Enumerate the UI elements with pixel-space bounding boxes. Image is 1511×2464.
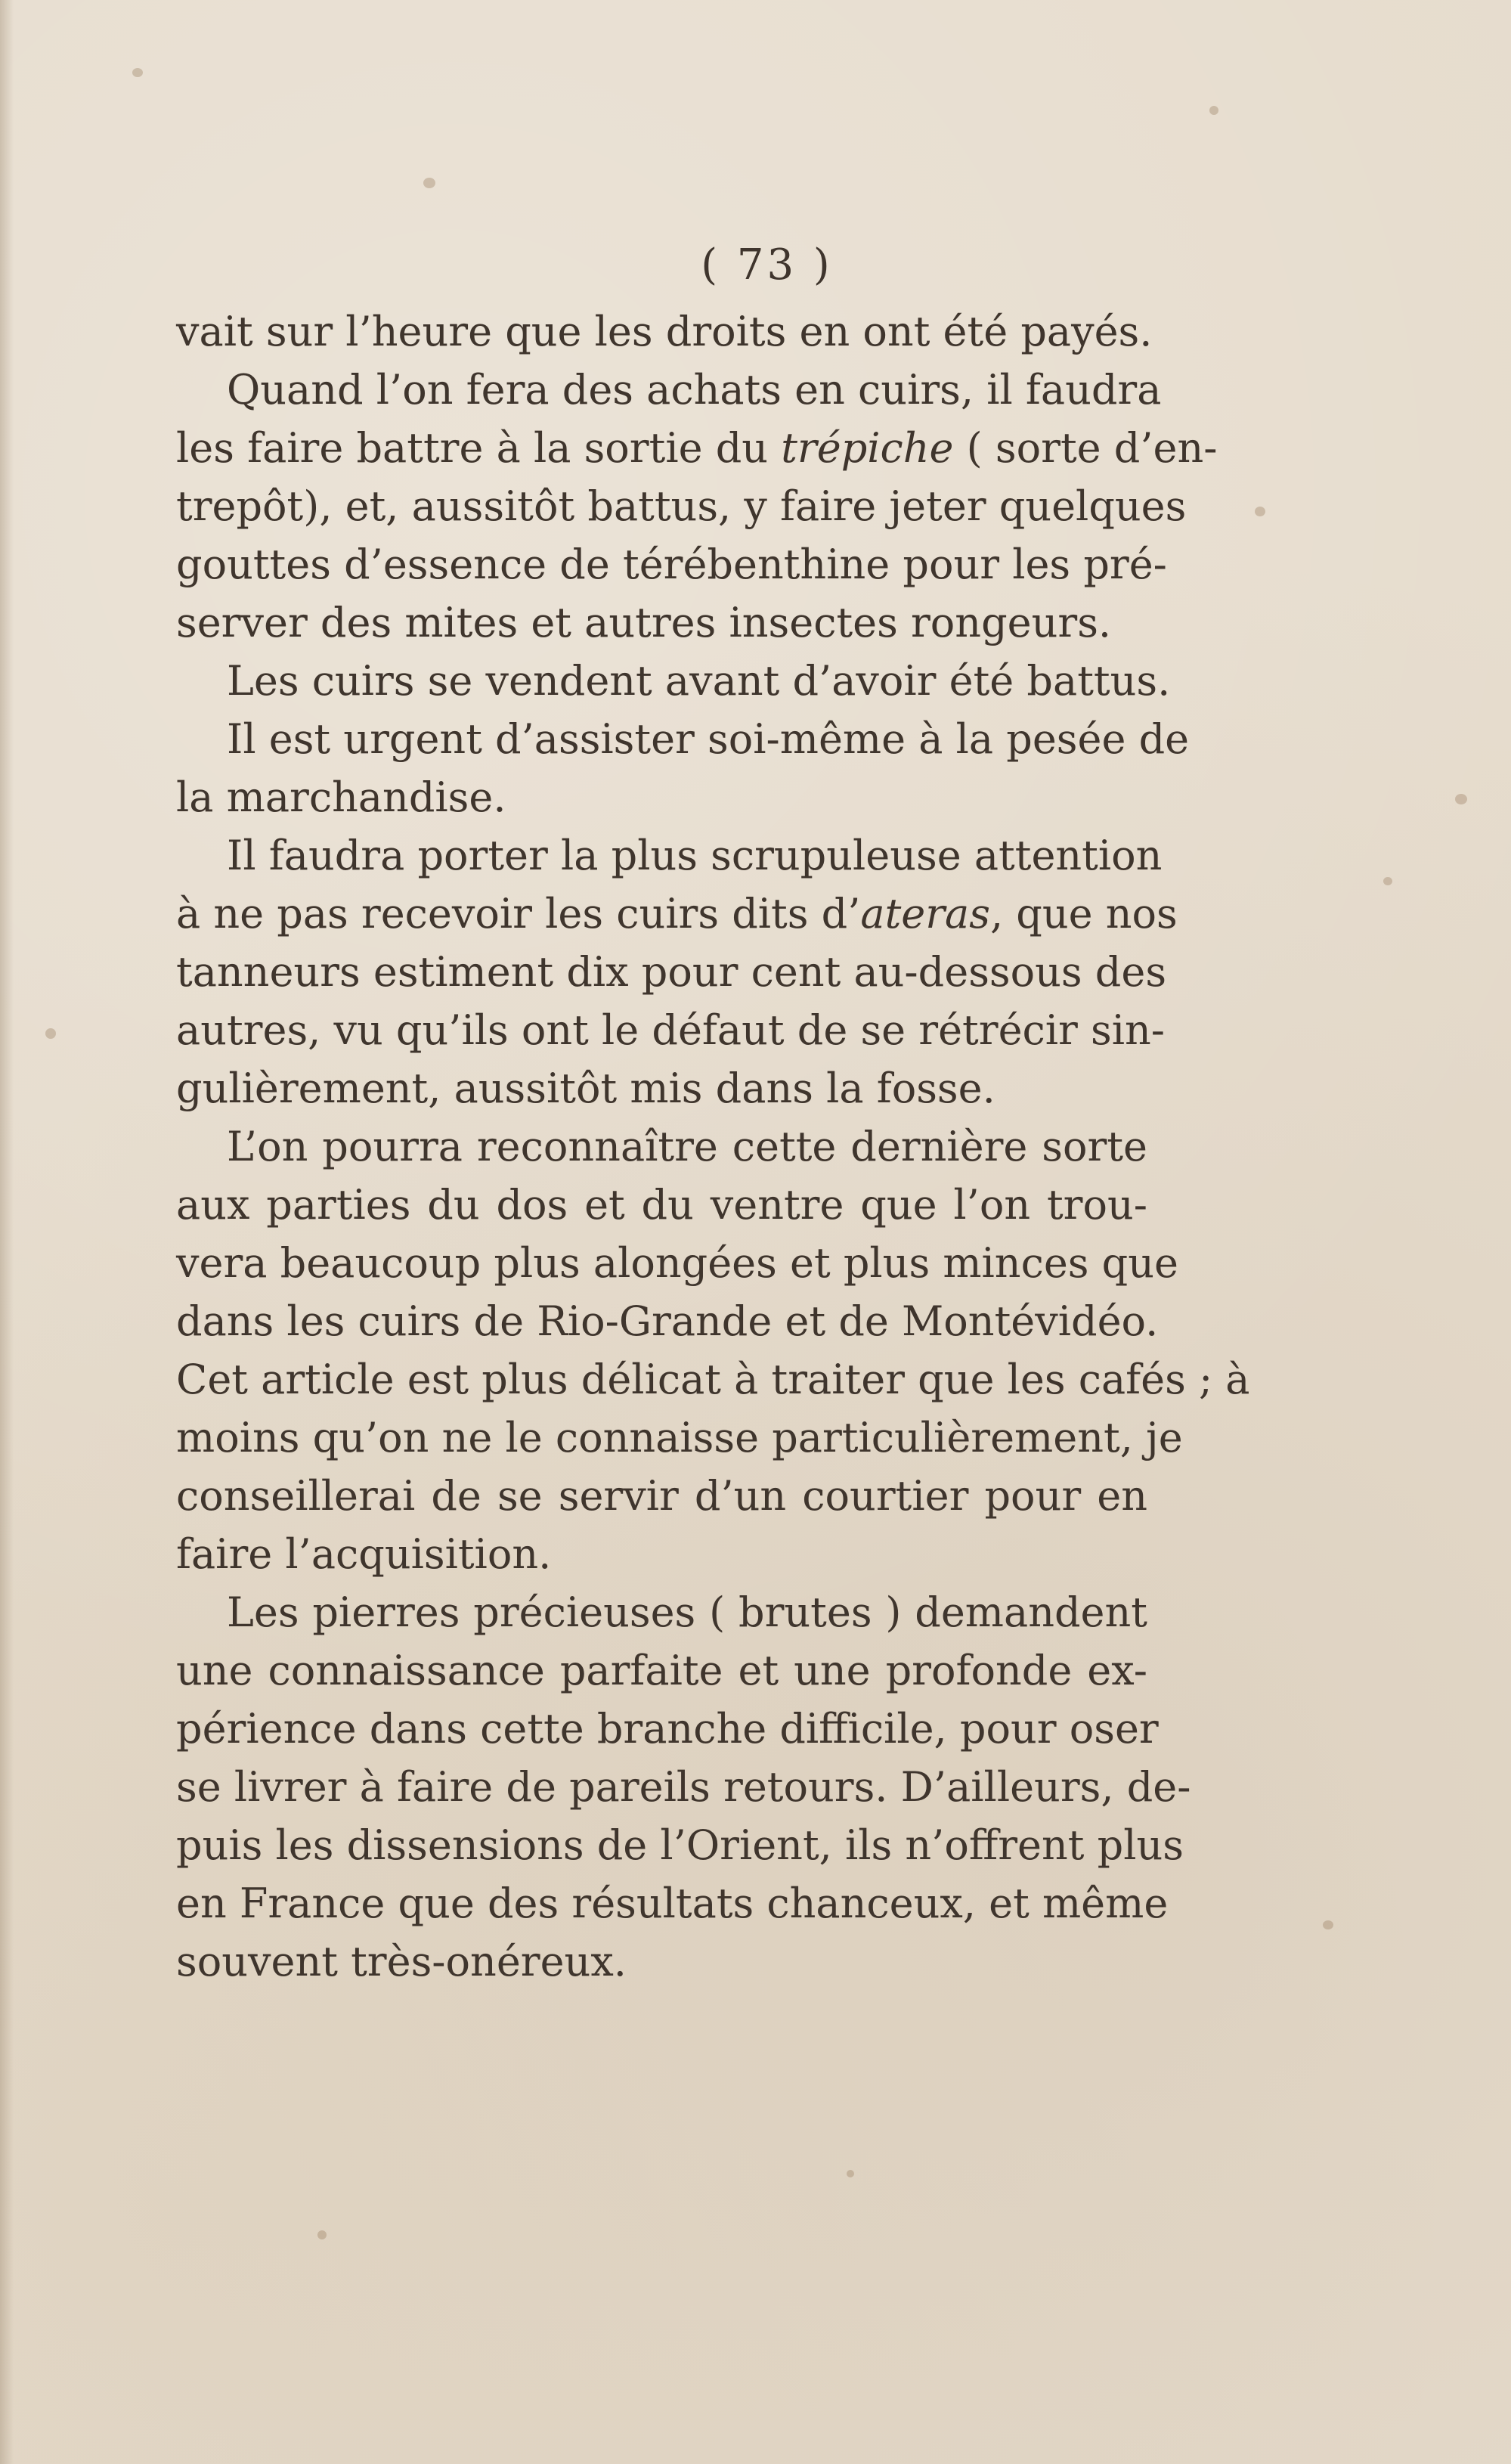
foxing-spot bbox=[1455, 794, 1467, 804]
text-line: souvent très-onéreux. bbox=[176, 1938, 627, 1985]
text-line: en France que des résultats chanceux, et même bbox=[176, 1880, 1169, 1927]
text-fragment: ( sorte d’en- bbox=[953, 424, 1218, 472]
text-line bbox=[176, 885, 1178, 943]
text-line: une connaissance parfaite et une profonde ex- bbox=[176, 1647, 1147, 1694]
text-line: gulièrement, aussitôt mis dans la fosse. bbox=[176, 1065, 995, 1112]
foxing-spot bbox=[317, 2230, 327, 2239]
foxing-spot bbox=[45, 1028, 56, 1039]
text-line: tanneurs estiment dix pour cent au-dessous des bbox=[176, 948, 1167, 996]
text-line: server des mites et autres insectes rongeurs. bbox=[176, 599, 1112, 646]
text-fragment: à ne pas recevoir les cuirs dits d’ bbox=[176, 890, 861, 938]
italic-term: ateras bbox=[860, 890, 990, 938]
foxing-spot bbox=[1383, 877, 1392, 885]
foxing-spot bbox=[423, 178, 435, 188]
text-line: vait sur l’heure que les droits en ont été payés. bbox=[176, 308, 1153, 355]
text-line: faire l’acquisition. bbox=[176, 1530, 552, 1578]
foxing-spot bbox=[1209, 106, 1218, 115]
text-line: aux parties du dos et du ventre que l’on trou- bbox=[176, 1181, 1147, 1229]
text-line: Quand l’on fera des achats en cuirs, il faudra bbox=[227, 366, 1162, 414]
text-line: puis les dissensions de l’Orient, ils n’offrent plus bbox=[176, 1821, 1184, 1869]
page-edge-shadow bbox=[0, 0, 14, 2464]
text-line: Il est urgent d’assister soi-même à la pesée de bbox=[227, 715, 1190, 763]
foxing-spot bbox=[1255, 507, 1265, 516]
text-line: gouttes d’essence de térébenthine pour les pré- bbox=[176, 541, 1167, 588]
foxing-spot bbox=[132, 68, 143, 77]
body-text bbox=[176, 302, 1250, 1991]
italic-term: trépiche bbox=[781, 424, 954, 472]
text-fragment: , que nos bbox=[989, 890, 1178, 938]
text-line bbox=[176, 419, 1218, 477]
text-line: vera beaucoup plus alongées et plus minces que bbox=[176, 1239, 1178, 1287]
foxing-spot bbox=[1323, 1920, 1333, 1929]
text-line: Les pierres précieuses ( brutes ) demandent bbox=[227, 1588, 1147, 1636]
text-line: dans les cuirs de Rio-Grande et de Montévidéo. bbox=[176, 1297, 1159, 1345]
text-line: moins qu’on ne le connaisse particulièrement, je bbox=[176, 1414, 1183, 1461]
text-line: la marchandise. bbox=[176, 773, 506, 821]
text-line: se livrer à faire de pareils retours. D’ailleurs, de- bbox=[176, 1763, 1191, 1811]
text-line: Les cuirs se vendent avant d’avoir été battus. bbox=[227, 657, 1171, 705]
text-line: trepôt), et, aussitôt battus, y faire jeter quelques bbox=[176, 482, 1187, 530]
text-line: Il faudra porter la plus scrupuleuse attention bbox=[227, 832, 1163, 879]
text-line: autres, vu qu’ils ont le défaut de se rétrécir sin- bbox=[176, 1006, 1166, 1054]
text-line: L’on pourra reconnaître cette dernière sorte bbox=[227, 1123, 1147, 1170]
text-line: périence dans cette branche difficile, pour oser bbox=[176, 1705, 1159, 1753]
foxing-spot bbox=[847, 2170, 854, 2177]
page-number: ( 73 ) bbox=[701, 240, 833, 290]
text-fragment: les faire battre à la sortie du bbox=[176, 424, 782, 472]
text-line: conseillerai de se servir d’un courtier pour en bbox=[176, 1472, 1147, 1520]
text-line: Cet article est plus délicat à traiter que les cafés ; à bbox=[176, 1356, 1250, 1403]
